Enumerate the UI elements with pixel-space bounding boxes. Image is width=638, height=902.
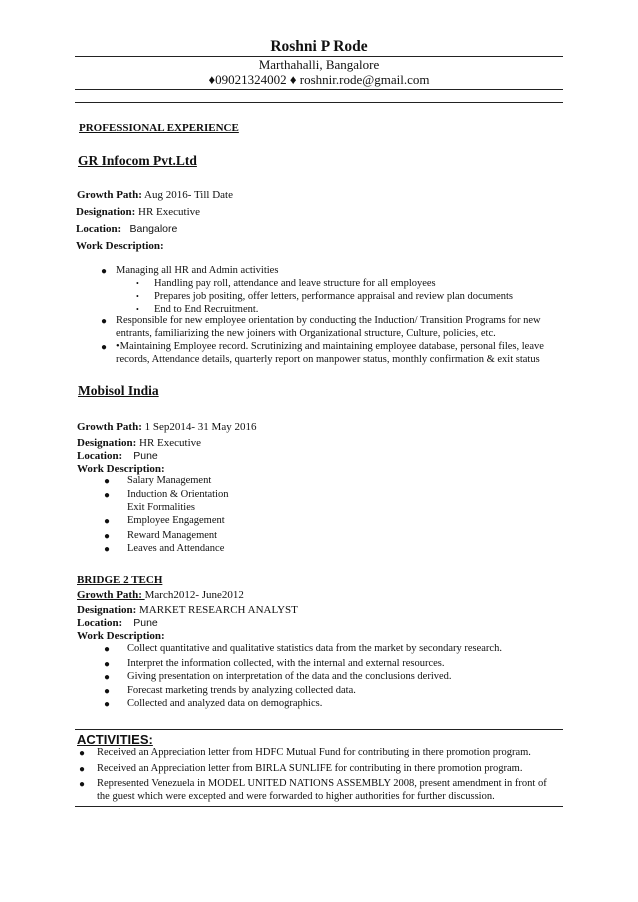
task-item: •Maintaining Employee record. Scrutinizing and maintaining employee database, personal files, leave xyxy=(116,341,544,352)
designation xyxy=(77,603,298,617)
growth-label: Growth Path: xyxy=(77,589,145,601)
designation-value: HR Executive xyxy=(139,437,202,449)
bullet-icon: ● xyxy=(101,266,108,277)
location-value: Pune xyxy=(133,450,158,462)
task-item: Employee Engagement xyxy=(127,515,225,526)
bullet-icon: ● xyxy=(104,659,111,670)
diamond-icon: ♦ xyxy=(289,72,297,87)
header-divider xyxy=(75,89,563,90)
task-item: Collect quantitative and qualitative statistics data from the market by secondary research. xyxy=(127,643,502,654)
designation-value: MARKET RESEARCH ANALYST xyxy=(139,604,298,616)
email: roshnir.rode@gmail.com xyxy=(299,72,430,87)
bullet-icon: ● xyxy=(104,544,111,555)
growth-value: 1 Sep2014- 31 May 2016 xyxy=(144,421,257,433)
location-value: Pune xyxy=(133,617,158,629)
location xyxy=(76,222,177,236)
task-item: Reward Management xyxy=(127,530,218,541)
activity-item: Received an Appreciation letter from HDFC Mutual Fund for contributing in there promotion program. xyxy=(97,747,531,758)
sub-task-item: End to End Recruitment. xyxy=(154,304,259,315)
company-name: GR Infocom Pvt.Ltd xyxy=(78,153,197,168)
task-item-cont: records, Attendance details, quarterly report on manpower status, monthly confirmation & exit status xyxy=(116,354,540,365)
location-value: Bangalore xyxy=(129,223,178,235)
activity-item: Received an Appreciation letter from BIRLA SUNLIFE for contributing in there promotion program. xyxy=(97,763,523,774)
task-item: Salary Management xyxy=(127,475,212,486)
task-item: Managing all HR and Admin activities xyxy=(116,265,279,276)
bullet-icon: ● xyxy=(79,764,86,775)
bullet-icon: ● xyxy=(104,699,111,710)
diamond-icon: ♦ xyxy=(208,72,216,87)
bullet-icon: • xyxy=(136,279,139,288)
growth-label: Growth Path: xyxy=(77,189,142,201)
activity-item: Represented Venezuela in MODEL UNITED NATIONS ASSEMBLY 2008, present amendment in front of xyxy=(97,778,547,789)
designation xyxy=(77,436,201,450)
designation-value: HR Executive xyxy=(138,206,201,218)
company-name: Mobisol India xyxy=(78,383,159,398)
location-label: Location: xyxy=(76,223,122,235)
designation-label: Designation: xyxy=(76,206,136,218)
work-description-label: Work Description: xyxy=(77,630,165,642)
activities-divider xyxy=(75,806,563,807)
task-item: Leaves and Attendance xyxy=(127,543,225,554)
bullet-icon: ● xyxy=(104,490,111,501)
bullet-icon: • xyxy=(136,292,139,301)
location xyxy=(77,449,158,463)
task-item: Responsible for new employee orientation by conducting the Induction/ Transition Programs for new xyxy=(116,315,541,326)
designation-label: Designation: xyxy=(77,437,137,449)
task-item: Collected and analyzed data on demographics. xyxy=(127,698,323,709)
activity-item-cont: the guest which were excepted and were forwarded to higher authorities for further discussion. xyxy=(97,791,495,802)
activities-divider xyxy=(75,729,563,730)
growth-value: Aug 2016- Till Date xyxy=(144,189,233,201)
company-name: BRIDGE 2 TECH xyxy=(77,574,163,586)
bullet-icon: ● xyxy=(104,644,111,655)
contact-line xyxy=(0,72,638,88)
bullet-icon: ● xyxy=(104,516,111,527)
bullet-icon: ● xyxy=(104,672,111,683)
bullet-icon: ● xyxy=(104,686,111,697)
bullet-icon: ● xyxy=(104,476,111,487)
growth-path xyxy=(77,188,233,202)
growth-path xyxy=(77,588,244,602)
activities-title: ACTIVITIES: xyxy=(77,732,153,747)
growth-path xyxy=(77,420,256,434)
bullet-icon: ● xyxy=(104,531,111,542)
candidate-name: Roshni P Rode xyxy=(270,38,368,55)
location-label: Location: xyxy=(77,617,123,629)
address: Marthahalli, Bangalore xyxy=(258,57,380,72)
task-item: Forecast marketing trends by analyzing collected data. xyxy=(127,685,356,696)
bullet-icon: • xyxy=(136,305,139,314)
task-item-cont: entrants, familiarizing the new joiners with Organizational structure, Culture, policies, etc. xyxy=(116,328,496,339)
bullet-icon: ● xyxy=(79,748,86,759)
phone: 09021324002 xyxy=(215,72,287,87)
growth-label: Growth Path: xyxy=(77,421,142,433)
task-item: Giving presentation on interpretation of the data and the conclusions derived. xyxy=(127,671,452,682)
growth-value: March2012- June2012 xyxy=(144,589,244,601)
bullet-icon: ● xyxy=(101,316,108,327)
work-description-label: Work Description: xyxy=(76,240,164,252)
header-divider xyxy=(75,102,563,103)
location-label: Location: xyxy=(77,450,123,462)
task-item-cont: Exit Formalities xyxy=(127,502,195,513)
section-title: PROFESSIONAL EXPERIENCE xyxy=(79,122,239,134)
sub-task-item: Handling pay roll, attendance and leave structure for all employees xyxy=(154,278,436,289)
task-item: Induction & Orientation xyxy=(127,489,229,500)
bullet-icon: ● xyxy=(101,342,108,353)
sub-task-item: Prepares job positing, offer letters, performance appraisal and review plan documents xyxy=(154,291,514,302)
bullet-icon: ● xyxy=(79,779,86,790)
work-description-label: Work Description: xyxy=(77,463,165,475)
designation xyxy=(76,205,200,219)
location xyxy=(77,616,158,630)
task-item: Interpret the information collected, with the internal and external resources. xyxy=(127,658,445,669)
designation-label: Designation: xyxy=(77,604,137,616)
